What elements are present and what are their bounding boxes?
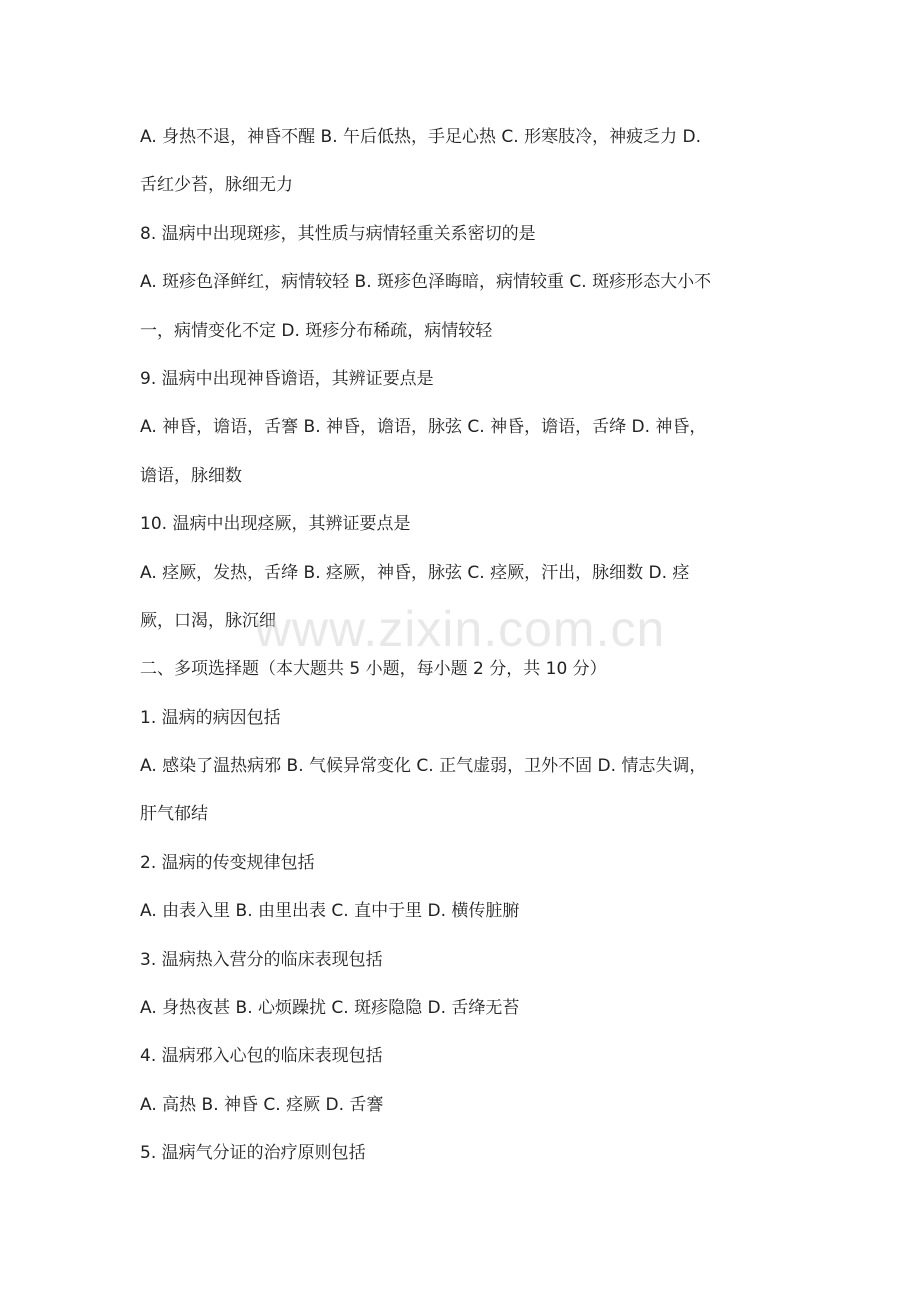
q10-options-line-1: A. 痉厥，发热，舌绛 B. 痉厥，神昏，脉弦 C. 痉厥，汗出，脉细数 D. 痉 <box>140 562 690 583</box>
mc2-options: A. 由表入里 B. 由里出表 C. 直中于里 D. 横传脏腑 <box>140 901 520 922</box>
q8-options-line-2: 一，病情变化不定 D. 斑疹分布稀疏，病情较轻 <box>140 320 493 341</box>
q7-options-line-2: 舌红少苔，脉细无力 <box>140 175 293 196</box>
q8-stem: 8. 温病中出现斑疹，其性质与病情轻重关系密切的是 <box>140 223 536 244</box>
mc3-options: A. 身热夜甚 B. 心烦躁扰 C. 斑疹隐隐 D. 舌绛无苔 <box>140 998 520 1019</box>
mc3-stem: 3. 温病热入营分的临床表现包括 <box>140 949 383 970</box>
section-heading-multiple-choice: 二、多项选择题（本大题共 5 小题，每小题 2 分，共 10 分） <box>140 659 607 680</box>
mc4-stem: 4. 温病邪入心包的临床表现包括 <box>140 1046 383 1067</box>
mc5-stem: 5. 温病气分证的治疗原则包括 <box>140 1143 366 1164</box>
q8-options-line-1: A. 斑疹色泽鲜红，病情较轻 B. 斑疹色泽晦暗，病情较重 C. 斑疹形态大小不 <box>140 272 712 293</box>
q9-options-line-2: 谵语，脉细数 <box>140 465 242 486</box>
q9-stem: 9. 温病中出现神昏谵语，其辨证要点是 <box>140 368 434 389</box>
mc1-stem: 1. 温病的病因包括 <box>140 707 281 728</box>
watermark: www.zixin.com.cn <box>254 601 666 657</box>
q7-options-line-1: A. 身热不退，神昏不醒 B. 午后低热，手足心热 C. 形寒肢冷，神疲乏力 D. <box>140 127 701 147</box>
document-body <box>140 113 780 1178</box>
mc2-stem: 2. 温病的传变规律包括 <box>140 852 315 873</box>
q10-stem: 10. 温病中出现痉厥，其辨证要点是 <box>140 514 411 535</box>
mc4-options: A. 高热 B. 神昏 C. 痉厥 D. 舌謇 <box>140 1094 384 1115</box>
mc1-options-line-1: A. 感染了温热病邪 B. 气候异常变化 C. 正气虚弱，卫外不固 D. 情志失调， <box>140 756 707 777</box>
mc1-options-line-2: 肝气郁结 <box>140 804 208 825</box>
q9-options-line-1: A. 神昏，谵语，舌謇 B. 神昏，谵语，脉弦 C. 神昏，谵语，舌绛 D. 神昏， <box>140 417 707 438</box>
q10-options-line-2: 厥，口渴，脉沉细 <box>140 610 276 631</box>
